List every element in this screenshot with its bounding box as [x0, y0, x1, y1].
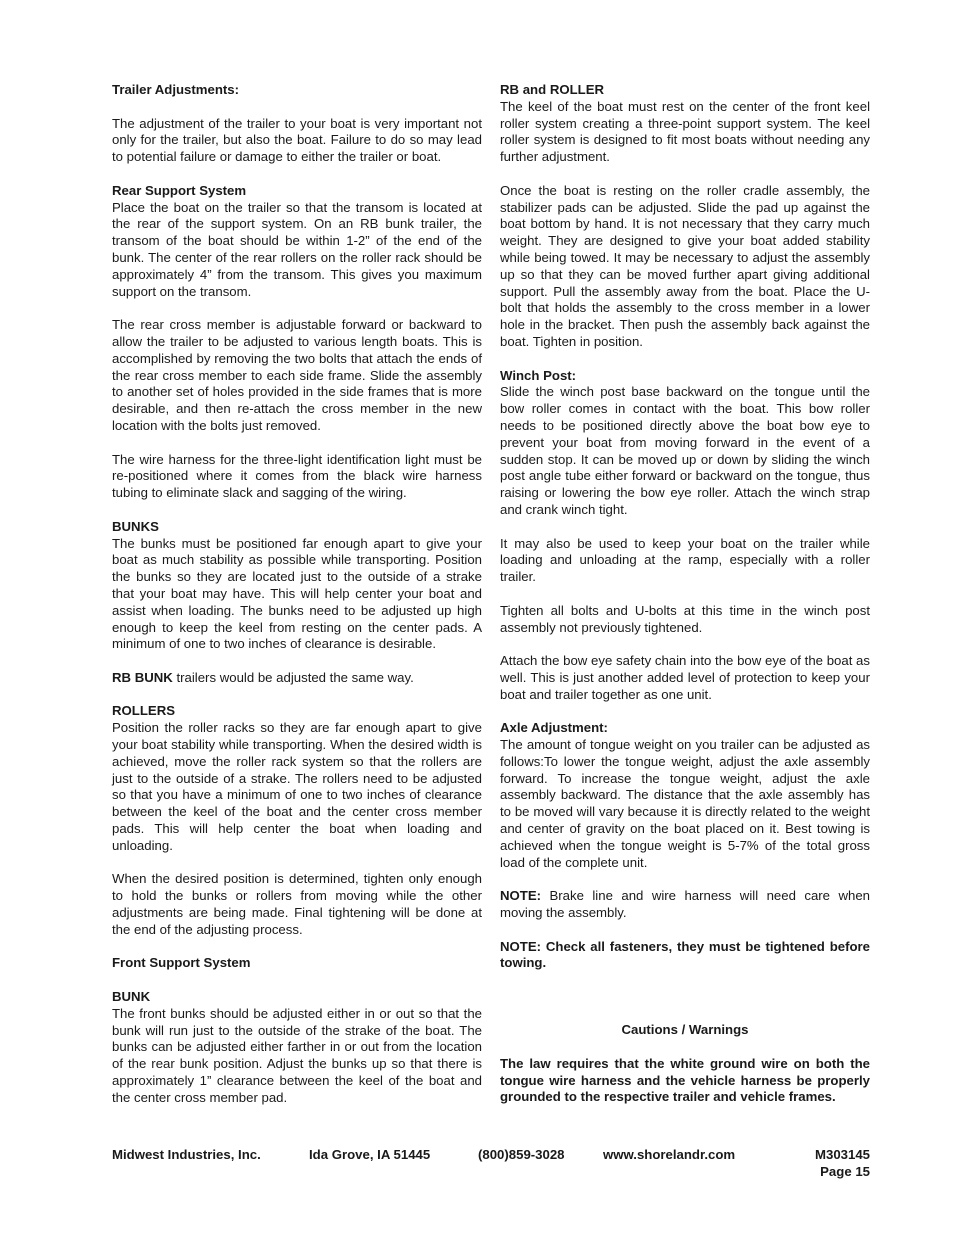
- winch-post-section: [500, 368, 870, 519]
- note-brake-text: Brake line and wire harness will need care when moving the assembly.: [500, 888, 870, 921]
- right-column: [500, 82, 870, 1106]
- left-column: [112, 82, 482, 1107]
- cautions-body-block: [500, 1056, 870, 1106]
- footer-website: www.shorelandr.com: [603, 1147, 736, 1162]
- rb-bunk-paragraph: [112, 670, 482, 687]
- wire-harness-text: The wire harness for the three-light identification light must be re-positioned where it comes from the black wire harness tubing to eliminate slack and sagging of the wiring.: [112, 451, 482, 501]
- axle-text: The amount of tongue weight on you trailer can be adjusted as follows:To lower the tongue weight, adjust the axle assembly forward. To increase the tongue weight, adjust the axle assembly backward. The distance that the axle assembly has to be moved will vary because it is directly related to the weight and center of gravity on the boat placed on it. Best towing is achieved when the tongue weight is 5-7% of the total gross load of the complete unit.: [500, 737, 870, 870]
- desired-position-text: When the desired position is determined, tighten only enough to hold the bunks or rollers from moving while the other adjustments are being made. Final tightening will be done at the end of the adjusting process.: [112, 871, 482, 937]
- footer-company: Midwest Industries, Inc.: [112, 1147, 261, 1162]
- wire-harness-paragraph: [112, 452, 482, 502]
- cautions-heading: Cautions / Warnings: [621, 1022, 749, 1038]
- rb-roller-heading: RB and ROLLER: [500, 82, 605, 97]
- footer-city: Ida Grove, IA 51445: [309, 1147, 431, 1162]
- note-fasteners: [500, 939, 870, 973]
- bunks-section: [112, 519, 482, 653]
- rb-bunk-text: trailers would be adjusted the same way.: [172, 669, 414, 685]
- rollers-section: [112, 703, 482, 854]
- rear-cross-member-text: The rear cross member is adjustable forward or backward to allow the trailer to be adjusted to various length boats. This is accomplished by removing the two bolts that attach the ends of the rear cross member to each side frame. Slide the assembly to another set of holes provided in the side frames that is more desirable, and then re-attach the cross member in the new location with the bolts just removed.: [112, 317, 482, 433]
- trailer-adjustments-heading-block: [112, 82, 482, 99]
- cautions-heading-block: [500, 1022, 870, 1039]
- footer-doc-number: M303145: [815, 1147, 870, 1162]
- tighten-bolts-text: Tighten all bolts and U-bolts at this time in the winch post assembly not previously tightened.: [500, 602, 870, 635]
- tighten-bolts-paragraph: [500, 603, 870, 637]
- rear-support-heading: Rear Support System: [112, 182, 247, 198]
- axle-heading: Axle Adjustment:: [500, 720, 608, 736]
- trailer-adjustments-paragraph: [112, 116, 482, 166]
- front-bunk-section: [112, 989, 482, 1107]
- front-support-section: [112, 955, 482, 972]
- safety-chain-text: Attach the bow eye safety chain into the bow eye of the boat as well. This is just another added level of protection to keep your boat and trailer together as one unit.: [500, 653, 870, 702]
- footer-page-number: Page 15: [820, 1163, 870, 1179]
- footer-phone: (800)859-3028: [478, 1147, 565, 1162]
- trailer-adjustments-heading: Trailer Adjustments:: [112, 82, 240, 97]
- rear-support-text: Place the boat on the trailer so that the transom is located at the rear of the support system. On an RB bunk trailer, the transom of the boat should be within 1-2” of the end of the bunk. The center of the rear rollers on the roller rack should be approximately 4” from the transom. This gives you maximum support on the transom.: [112, 199, 482, 299]
- rb-roller-section: [500, 82, 870, 166]
- keep-boat-text: It may also be used to keep your boat on the trailer while loading and unloading at the ramp, especially with a roller trailer.: [500, 535, 870, 585]
- note-fasteners-text: NOTE: Check all fasteners, they must be tightened before towing.: [500, 938, 870, 971]
- rollers-text: Position the roller racks so they are far enough apart to give your boat stability while transporting. When the desired width is achieved, move the roller rack system so that the rollers are just to the outside of a strake. The rollers need to be adjusted so that you have a minimum of one to two inches of clearance between the keel of the boat and the center cross member pads. This will help center the boat when loading and unloading.: [112, 720, 482, 853]
- front-bunk-text: The front bunks should be adjusted either in or out so that the bunk will run just to the outside of the strake of the boat. The bunks can be adjusted either farther in or out from the location of the rear bunk position. Adjust the bunks up so that there is approximately 1” clearance between the keel of the boat and the center cross member pad.: [112, 1005, 482, 1105]
- rear-cross-member-paragraph: [112, 317, 482, 435]
- axle-section: [500, 720, 870, 871]
- cautions-text: The law requires that the white ground wire on both the tongue wire harness and the vehicle harness be properly grounded to the respective trailer and vehicle frames.: [500, 1055, 870, 1105]
- rb-roller-text: The keel of the boat must rest on the center of the front keel roller system creating a three-point support system. The keel roller system is designed to fit most boats without needing any further adjustment.: [500, 98, 870, 165]
- bunks-text: The bunks must be positioned far enough apart to give your boat as much stability as possible while transporting. Position the bunks so they are located just to the outside of a strake that your boat may have. This will help center your boat and assist when loading. The bunks need to be adjusted up high enough to keep the keel from resting on the center pads. A minimum of one to two inches of clearance is desirable.: [112, 535, 482, 652]
- winch-post-text: Slide the winch post base backward on the tongue until the bow roller comes in contact with the boat. This bow roller needs to be positioned directly above the boat bow eye to prevent your boat from moving forward in the event of a sudden stop. It can be moved up or down by sliding the winch post angle tube either forward or backward on the tongue, thus raising or lowering the bow eye roller. Attach the winch strap and crank winch tight.: [500, 384, 870, 517]
- rollers-heading: ROLLERS: [112, 703, 176, 719]
- note-label: NOTE:: [500, 888, 542, 904]
- keep-boat-paragraph: [500, 536, 870, 586]
- rb-bunk-bold: RB BUNK: [112, 669, 173, 685]
- rear-support-section: [112, 183, 482, 301]
- note-brake-line: [500, 888, 870, 922]
- stabilizer-text: Once the boat is resting on the roller cradle assembly, the stabilizer pads can be adjusted. Slide the pad up against the boat bottom by hand. It is not necessary that they carry much weight. They are designed to give your boat added stability while being towed. It may be necessary to adjust the assembly up so that they can be moved further apart giving additional support. Pull the assembly away from the boat. Place the U-bolt that holds the assembly to the cross member in a lower hole in the bracket. Then push the assembly back against the boat. Tighten in position.: [500, 182, 870, 349]
- front-bunk-heading: BUNK: [112, 989, 151, 1005]
- stabilizer-paragraph: [500, 183, 870, 351]
- safety-chain-paragraph: [500, 653, 870, 703]
- front-support-heading: Front Support System: [112, 955, 251, 971]
- bunks-heading: BUNKS: [112, 518, 159, 534]
- trailer-adjustments-text: The adjustment of the trailer to your boat is very important not only for the trailer, but also the boat. Failure to do so may lead to potential failure or damage to either the trailer or boat.: [112, 115, 482, 165]
- winch-post-heading: Winch Post:: [500, 367, 577, 383]
- desired-position-paragraph: [112, 871, 482, 938]
